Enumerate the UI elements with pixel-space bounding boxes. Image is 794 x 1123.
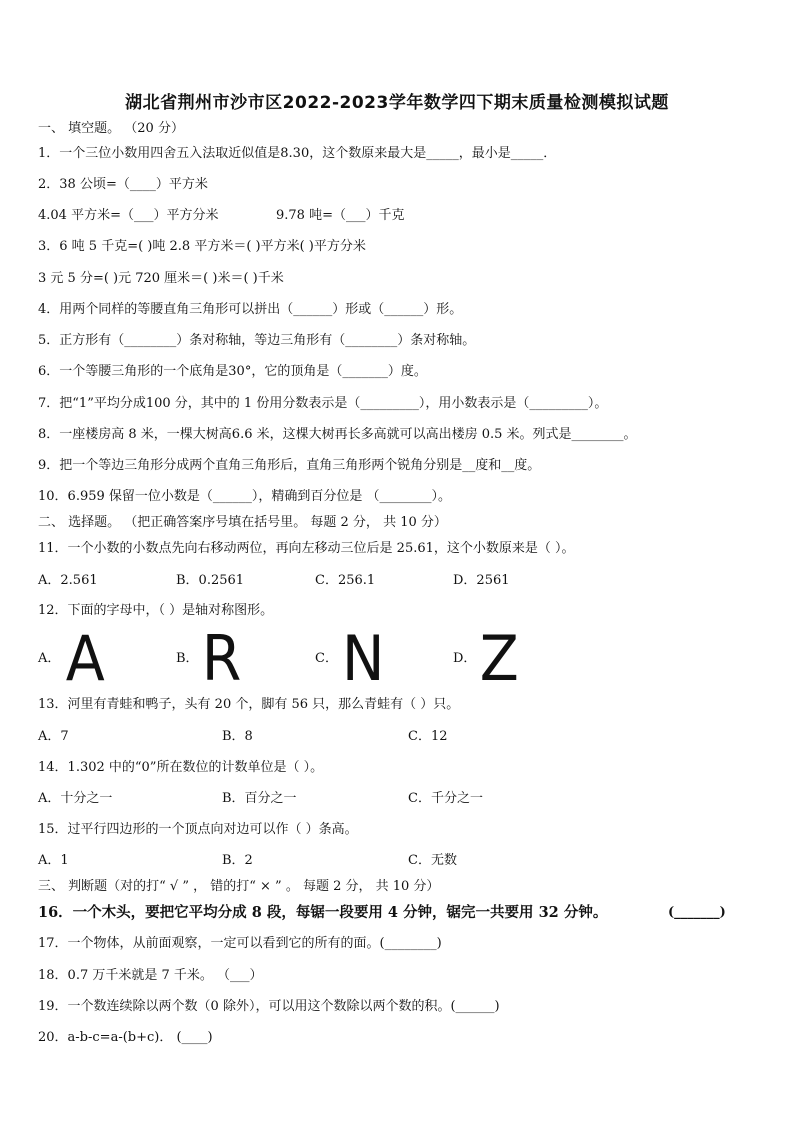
q12-letter-z: Z xyxy=(479,622,519,695)
question-9: 9．把一个等边三角形分成两个直角三角形后，直角三角形两个锐角分别是__度和__度。 xyxy=(38,458,541,473)
q12-letter-n: N xyxy=(341,622,385,695)
q12-label-d: D． xyxy=(453,651,477,666)
q13-option-b: B．8 xyxy=(222,729,253,744)
q15-option-a: A．1 xyxy=(38,853,69,868)
q14-option-b: B．百分之一 xyxy=(222,791,297,806)
q11-option-d: D．2561 xyxy=(453,573,510,588)
q16-answer-blank: (_______) xyxy=(668,905,726,920)
q15-option-c: C．无数 xyxy=(408,853,457,868)
question-15: 15．过平行四边形的一个顶点向对边可以作（ ）条高。 xyxy=(38,822,358,837)
question-8: 8．一座楼房高 8 米，一棵大树高6.6 米，这棵大树再长多高就可以高出楼房 0.5 米。列式是________。 xyxy=(38,427,637,442)
question-16: 16．一个木头，要把它平均分成 8 段，每锯一段要用 4 分钟，锯完一共要用 32 分钟。 xyxy=(38,904,608,921)
question-2b: 4.04 平方米=（___）平方分米 xyxy=(38,208,219,223)
q11-option-a: A．2.561 xyxy=(38,573,98,588)
question-10: 10．6.959 保留一位小数是（______），精确到百分位是 （________）。 xyxy=(38,489,452,504)
question-3a: 3．6 吨 5 千克=( )吨 2.8 平方米＝( )平方米( )平方分米 xyxy=(38,239,366,254)
q12-label-c: C． xyxy=(315,651,338,666)
q12-letter-a: A xyxy=(65,622,105,695)
question-7: 7．把“1”平均分成100 分，其中的 1 份用分数表示是（_________），用小数表示是（_________）。 xyxy=(38,396,608,411)
q13-option-a: A．7 xyxy=(38,729,69,744)
q12-letter-r: R xyxy=(201,622,242,695)
section-heading-choice: 二、 选择题。 （把正确答案序号填在括号里。 每题 2 分， 共 10 分） xyxy=(38,515,447,530)
question-5: 5．正方形有（________）条对称轴，等边三角形有（________）条对称轴。 xyxy=(38,333,476,348)
question-12: 12．下面的字母中，（ ）是轴对称图形。 xyxy=(38,603,274,618)
question-1: 1．一个三位小数用四舍五入法取近似值是8.30，这个数原来最大是_____，最小是_____． xyxy=(38,146,557,161)
q11-option-c: C．256.1 xyxy=(315,573,376,588)
q12-label-b: B． xyxy=(176,651,199,666)
q12-label-a: A． xyxy=(38,651,61,666)
question-3b: 3 元 5 分=( )元 720 厘米＝( )米＝( )千米 xyxy=(38,271,284,286)
q15-option-b: B．2 xyxy=(222,853,253,868)
question-17: 17．一个物体，从前面观察，一定可以看到它的所有的面。(________) xyxy=(38,936,442,951)
question-18: 18．0.7 万千米就是 7 千米。 （___） xyxy=(38,968,263,983)
page-title: 湖北省荆州市沙市区2022-2023学年数学四下期末质量检测模拟试题 xyxy=(125,93,669,113)
question-19: 19．一个数连续除以两个数（0 除外），可以用这个数除以两个数的积。(______) xyxy=(38,999,500,1014)
question-20: 20．a-b-c=a-(b+c)． (____) xyxy=(38,1030,213,1045)
q14-option-c: C．千分之一 xyxy=(408,791,483,806)
q13-option-c: C．12 xyxy=(408,729,448,744)
q11-option-b: B．0.2561 xyxy=(176,573,245,588)
question-14: 14．1.302 中的“0”所在数位的计数单位是（ ）。 xyxy=(38,760,324,775)
question-6: 6．一个等腰三角形的一个底角是30°，它的顶角是（_______）度。 xyxy=(38,364,427,379)
question-2a: 2．38 公顷=（____）平方米 xyxy=(38,177,208,192)
question-2c: 9.78 吨=（___）千克 xyxy=(276,208,405,223)
section-heading-fill: 一、 填空题。 （20 分） xyxy=(38,121,184,136)
q14-option-a: A．十分之一 xyxy=(38,791,113,806)
question-13: 13．河里有青蛙和鸭子，头有 20 个，脚有 56 只，那么青蛙有（ ）只。 xyxy=(38,697,460,712)
question-4: 4．用两个同样的等腰直角三角形可以拼出（______）形或（______）形。 xyxy=(38,302,463,317)
question-11: 11．一个小数的小数点先向右移动两位，再向左移动三位后是 25.61，这个小数原来是（ ）。 xyxy=(38,541,575,556)
section-heading-judge: 三、 判断题（对的打“ √ ” ， 错的打“ × ” 。 每题 2 分， 共 10 分） xyxy=(38,879,440,894)
